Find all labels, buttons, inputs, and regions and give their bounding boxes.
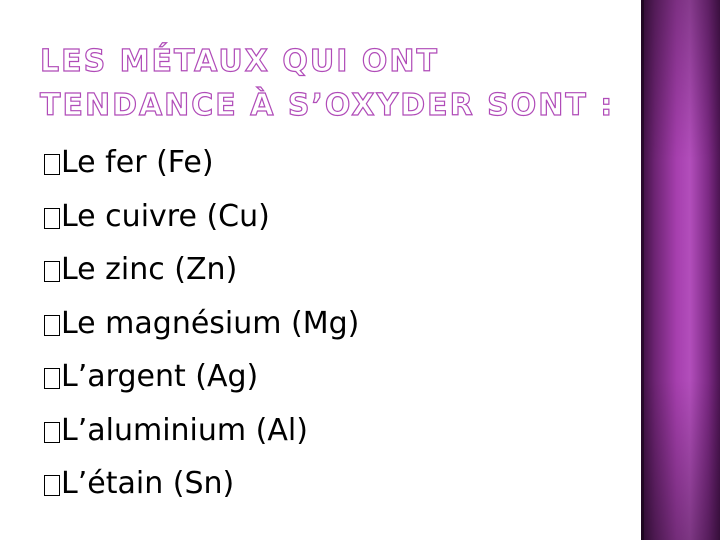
bullet-list xyxy=(44,136,359,511)
list-item-text: Le zinc (Zn) xyxy=(61,252,238,288)
list-item xyxy=(44,404,359,458)
square-bullet-icon xyxy=(44,475,60,496)
list-item-text: Le cuivre (Cu) xyxy=(61,198,270,234)
decorative-side-panel xyxy=(641,0,720,540)
list-item-text: Le magnésium (Mg) xyxy=(61,305,360,341)
list-item-text: L’argent (Ag) xyxy=(61,359,259,395)
square-bullet-icon xyxy=(44,208,60,229)
square-bullet-icon xyxy=(44,315,60,336)
list-item-text: L’aluminium (Al) xyxy=(61,412,308,448)
list-item xyxy=(44,136,359,190)
square-bullet-icon xyxy=(44,422,60,443)
list-item xyxy=(44,350,359,404)
square-bullet-icon xyxy=(44,154,60,175)
list-item xyxy=(44,190,359,244)
slide-title: LES MÉTAUX QUI ONT TENDANCE À S’OXYDER SONT : xyxy=(40,44,615,123)
square-bullet-icon xyxy=(44,368,60,389)
list-item xyxy=(44,243,359,297)
list-item-text: L’étain (Sn) xyxy=(61,466,235,502)
list-item xyxy=(44,457,359,511)
list-item-text: Le fer (Fe) xyxy=(61,145,214,181)
list-item xyxy=(44,297,359,351)
square-bullet-icon xyxy=(44,261,60,282)
